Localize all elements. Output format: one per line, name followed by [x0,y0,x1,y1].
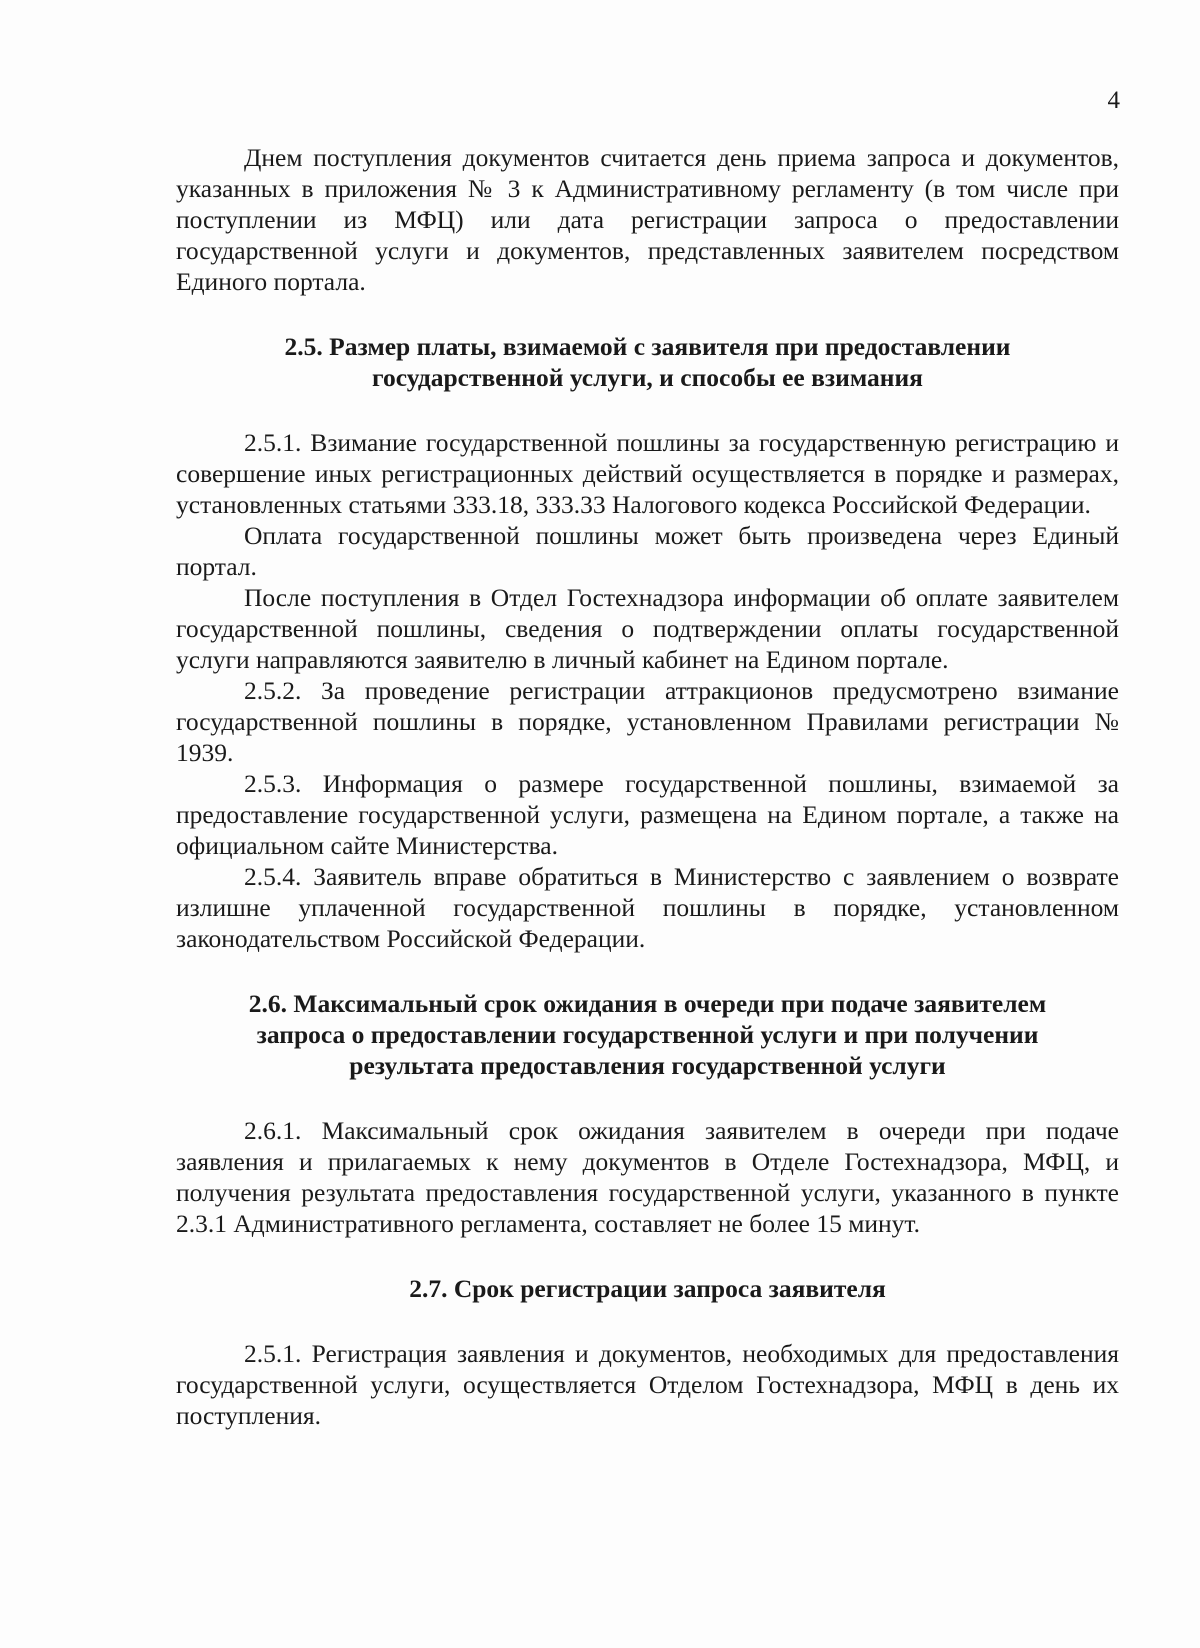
paragraph-receipt-date: Днем поступления документов считается день приема запроса и документов, указанных в приложения № 3 к Административному регламенту (в том числе при поступлении из МФЦ) или дата регистрации запроса о предоставлении государственной услуги и документов, представленных заявителем посредством Единого портала. [176,143,1119,296]
paragraph-2-5-4: 2.5.4. Заявитель вправе обратиться в Министерство с заявлением о возврате излишне уплаченной государственной пошлины в порядке, установленном законодательством Российской Федерации. [176,862,1119,953]
paragraph-2-5-2: 2.5.2. За проведение регистрации аттракционов предусмотрено взимание государственной пошлины в порядке, установленном Правилами регистрации № 1939. [176,676,1119,767]
paragraph-2-6-1: 2.6.1. Максимальный срок ожидания заявителем в очереди при подаче заявления и прилагаемых к нему документов в Отделе Гостехнадзора, МФЦ, и получения результата предоставления государственной услуги, указанного в пункте 2.3.1 Административного регламента, составляет не более 15 минут. [176,1116,1119,1238]
page-number: 4 [1107,87,1120,114]
paragraph-payment-confirmation: После поступления в Отдел Гостехнадзора информации об оплате заявителем государственной пошлины, сведения о подтверждении оплаты государственной услуги направляются заявителю в личный кабинет на Едином портале. [176,583,1119,674]
heading-section-2-7: 2.7. Срок регистрации запроса заявителя [409,1274,886,1303]
paragraph-2-5-1: 2.5.1. Взимание государственной пошлины за государственную регистрацию и совершение иных регистрационных действий осуществляется в порядке и размерах, установленных статьями 333.18, 333.33 Налогового кодекса Российской Федерации. [176,428,1119,519]
paragraph-registration: 2.5.1. Регистрация заявления и документов, необходимых для предоставления государственной услуги, осуществляется Отделом Гостехнадзора, МФЦ в день их поступления. [176,1339,1119,1430]
heading-section-2-6: 2.6. Максимальный срок ожидания в очереди при подаче заявителем запроса о предоставлении государственной услуги и при получении результата предоставления государственной услуги [248,989,1047,1080]
paragraph-2-5-3: 2.5.3. Информация о размере государственной пошлины, взимаемой за предоставление государственной услуги, размещена на Едином портале, а также на официальном сайте Министерства. [176,769,1119,860]
paragraph-payment-portal: Оплата государственной пошлины может быть произведена через Единый портал. [176,521,1119,581]
heading-section-2-5: 2.5. Размер платы, взимаемой с заявителя при предоставлении государственной услуги, и способы ее взимания [284,332,1011,392]
document-body [176,142,1119,1431]
